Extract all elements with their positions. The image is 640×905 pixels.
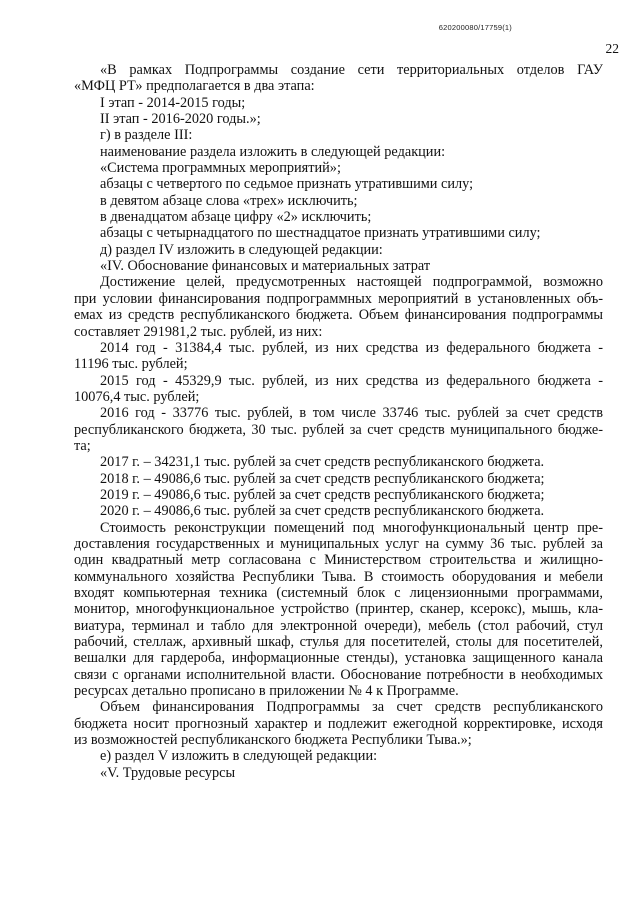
text-line: бюджета носит прогнозный характер и подлежит ежегодной корректировке, исходя <box>74 715 603 732</box>
text-line: виатура, терминал и табло для электронной очереди), мебель (стол рабочий, стул <box>74 617 603 634</box>
text-line: 2015 год - 45329,9 тыс. рублей, из них средства из федерального бюджета - <box>100 372 603 389</box>
text-line: наименование раздела изложить в следующей редакции: <box>100 143 446 160</box>
text-line: входят компьютерная техника (системный блок с лицензионными программами, <box>74 585 603 601</box>
text-line: Достижение целей, предусмотренных настоящей подпрограммой, возможно <box>100 274 603 291</box>
text-line: е) раздел V изложить в следующей редакции: <box>100 748 378 765</box>
text-line: г) в разделе III: <box>100 127 193 144</box>
text-line: рабочий, стеллаж, архивный шкаф, стулья для посетителей, столы для посетителей, <box>74 634 603 651</box>
text-line: «V. Трудовые ресурсы <box>100 764 236 781</box>
text-line: Объем финансирования Подпрограммы за счет средств республиканского <box>100 699 603 716</box>
text-line: «IV. Обоснование финансовых и материальных затрат <box>100 258 431 275</box>
page-number: 22 <box>605 41 619 56</box>
text-line: 2017 г. – 34231,1 тыс. рублей за счет средств республиканского бюджета. <box>100 454 545 471</box>
text-line: абзацы с четвертого по седьмое признать утратившими силу; <box>100 176 474 193</box>
text-line: емах из средств республиканского бюджета. Объем финансирования подпрограммы <box>74 307 603 324</box>
text-line: республиканского бюджета, 30 тыс. рублей за счет средств муниципального бюдже- <box>74 421 603 438</box>
text-line: «МФЦ РТ» предполагается в два этапа: <box>74 78 315 95</box>
text-line: составляет 291981,2 тыс. рублей, из них: <box>74 323 323 340</box>
text-line: 2014 год - 31384,4 тыс. рублей, из них средства из федерального бюджета - <box>100 339 603 356</box>
text-line: Стоимость реконструкции помещений под многофункциональный центр пре- <box>100 519 603 536</box>
text-line: 10076,4 тыс. рублей; <box>74 388 200 405</box>
text-line: 11196 тыс. рублей; <box>74 356 188 373</box>
text-line: вешалки для гардероба, информационные стенды), установка защищенного канала <box>74 650 603 667</box>
text-line: «В рамках Подпрограммы создание сети территориальных отделов ГАУ <box>100 62 603 78</box>
text-line: из возможностей республиканского бюджета Республики Тыва.»; <box>74 732 472 749</box>
text-line: «Система программных мероприятий»; <box>100 160 341 177</box>
text-line: монитор, многофункциональное устройство (принтер, сканер, ксерокс), мышь, кла- <box>74 601 603 618</box>
text-line: коммунального хозяйства Республики Тыва. В стоимость оборудования и мебели <box>74 568 603 585</box>
text-line: I этап - 2014-2015 годы; <box>100 94 246 111</box>
text-line: 2018 г. – 49086,6 тыс. рублей за счет средств республиканского бюджета; <box>100 470 545 487</box>
document-body <box>74 62 603 781</box>
text-line: та; <box>74 437 91 454</box>
text-line: в девятом абзаце слова «трех» исключить; <box>100 192 358 209</box>
text-line: в двенадцатом абзаце цифру «2» исключить; <box>100 209 372 226</box>
text-line: один квадратный метр согласована с Министерством строительства и жилищно- <box>74 552 603 569</box>
text-line: д) раздел IV изложить в следующей редакции: <box>100 241 383 258</box>
text-line: ресурсах детально прописано в приложении № 4 к Программе. <box>74 683 459 700</box>
text-line: связи с органами исполнительной власти. Обоснование потребности в необходимых <box>74 666 603 683</box>
text-line: 2019 г. – 49086,6 тыс. рублей за счет средств республиканского бюджета; <box>100 486 545 503</box>
text-line: II этап - 2016-2020 годы.»; <box>100 111 261 128</box>
document-id: 620200080/17759(1) <box>438 23 512 32</box>
text-line: абзацы с четырнадцатого по шестнадцатое признать утратившими силу; <box>100 225 541 242</box>
text-line: 2016 год - 33776 тыс. рублей, в том числе 33746 тыс. рублей за счет средств <box>100 405 603 422</box>
text-line: при условии финансирования подпрограммных мероприятий в установленных объ- <box>74 290 603 307</box>
text-line: доставления государственных и муниципальных услуг на сумму 36 тыс. рублей за <box>74 535 603 552</box>
text-line: 2020 г. – 49086,6 тыс. рублей за счет средств республиканского бюджета. <box>100 503 545 520</box>
